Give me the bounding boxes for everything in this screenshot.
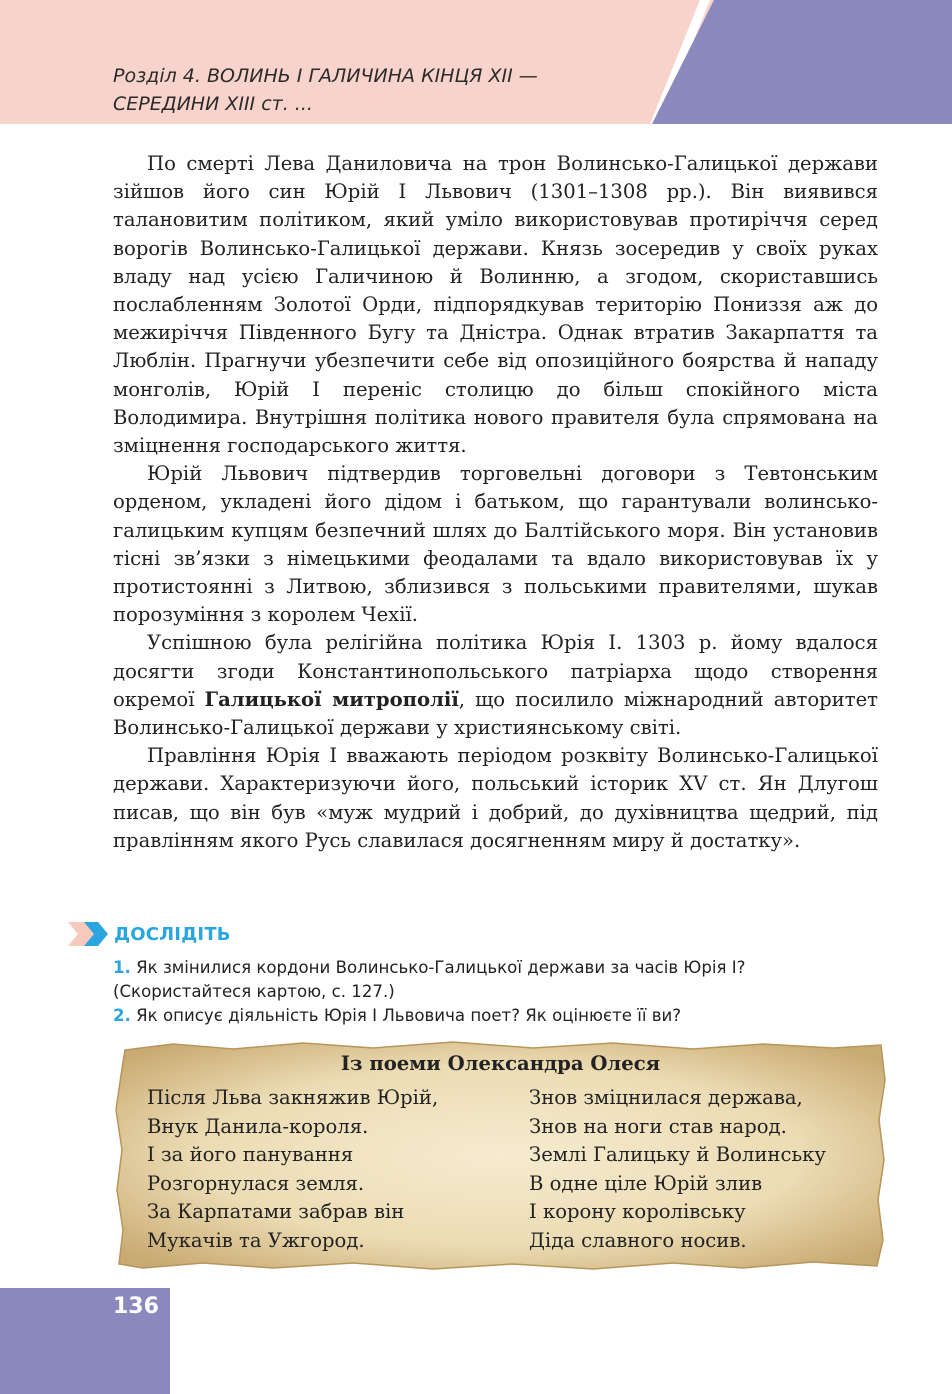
poem-line: Розгорнулася земля. <box>147 1171 365 1195</box>
poem-line: Діда славного носив. <box>529 1228 747 1252</box>
poem-line: Землі Галицьку й Волинську <box>529 1143 826 1166</box>
paragraph-3-start: Успішною була релігійна політика Юрія І. 1303 р. йому вдалося досягти згоди Константинопольського патріарха щодо створення окремої <box>113 631 878 711</box>
term-galician-metropolis: Галицької митрополії <box>204 687 459 711</box>
poem-parchment <box>113 1040 888 1272</box>
research-title: ДОСЛІДІТЬ <box>114 923 231 945</box>
main-text <box>113 150 878 855</box>
question-1-number: 1. <box>113 958 131 977</box>
paragraph-1: По смерті Лева Даниловича на трон Волинсько-Галицької держави зійшов його син Юрій І Львович (1301–1308 рр.). Він виявився талановитим політиком, який уміло використовував протиріччя серед ворогів Волинсько-Галицької держави. Князь зосередив у своїх руках владу над усією Галичиною й Волинню, а згодом, скориставшись послабленням Золотої Орди, підпорядкував територію Пониззя аж до межиріччя Південного Бугу та Дністра. Однак втратив Закарпаття та Люблін. Прагнучи убезпечити себе від опозиційного боярства й нападу монголів, Юрій І переніс столицю до більш спокійного міста Володимира. Внутрішня політика нового правителя була спрямована на зміцнення господарського життя. <box>113 152 878 458</box>
page-number: 136 <box>113 1294 159 1319</box>
poem-line: За Карпатами забрав він <box>147 1200 405 1223</box>
paragraph-3-end: , що посилило міжнародний авторитет Волинсько-Галицької держави у християнському світі. <box>113 687 879 740</box>
poem-line: Після Льва закняжив Юрій, <box>147 1086 439 1109</box>
research-questions <box>113 956 883 1028</box>
poem-column-right <box>529 1084 826 1255</box>
poem-column-left <box>147 1084 438 1255</box>
poem-line: Знов на ноги став народ. <box>529 1114 787 1138</box>
paragraph-3 <box>113 629 878 742</box>
poem-line: В одне ціле Юрій злив <box>529 1171 763 1195</box>
poem-line: Внук Данила-короля. <box>147 1114 369 1138</box>
page-header <box>0 0 952 124</box>
question-2-text: Як описує діяльність Юрія І Львовича поет? Як оцінюєте її ви? <box>136 1006 682 1025</box>
poem-line: І за його панування <box>147 1143 354 1166</box>
paragraph-2: Юрій Львович підтвердив торговельні договори з Тевтонським орденом, укладені його дідом і батьком, що гарантували волинсько-галицьким купцям безпечний шлях до Балтійського моря. Він установив тісні зв’язки з німецькими феодалами та вдало використовував їх у протистоянні з Литвою, зблизився з польськими правителями, шукав порозуміння з королем Чехії. <box>113 462 878 627</box>
chapter-title: Розділ 4. ВОЛИНЬ І ГАЛИЧИНА КІНЦЯ XII — СЕРЕДИНИ XIII ст. ... <box>113 65 538 115</box>
poem-line: І корону королівську <box>529 1200 746 1223</box>
double-chevron-icon <box>68 922 110 946</box>
question-2-number: 2. <box>113 1006 131 1025</box>
poem-line: Знов зміцнилася держава, <box>529 1086 803 1109</box>
paragraph-4: Правління Юрія І вважають періодом розквіту Волинсько-Галицької держави. Характеризуючи його, польський історик XV ст. Ян Длугош писав, що він був «муж мудрий і добрий, до духівництва щедрий, під правлінням якого Русь славилася досягненням миру й достатку». <box>113 744 878 852</box>
poem-line: Мукачів та Ужгород. <box>147 1228 365 1252</box>
question-1-text: Як змінилися кордони Волинсько-Галицької держави за часів Юрія І? (Скористайтеся картою, с. 127.) <box>113 958 746 1001</box>
research-heading <box>68 920 231 948</box>
question-2 <box>113 1004 883 1028</box>
poem-title: Із поеми Олександра Олеся <box>340 1052 661 1075</box>
question-1 <box>113 956 883 1004</box>
